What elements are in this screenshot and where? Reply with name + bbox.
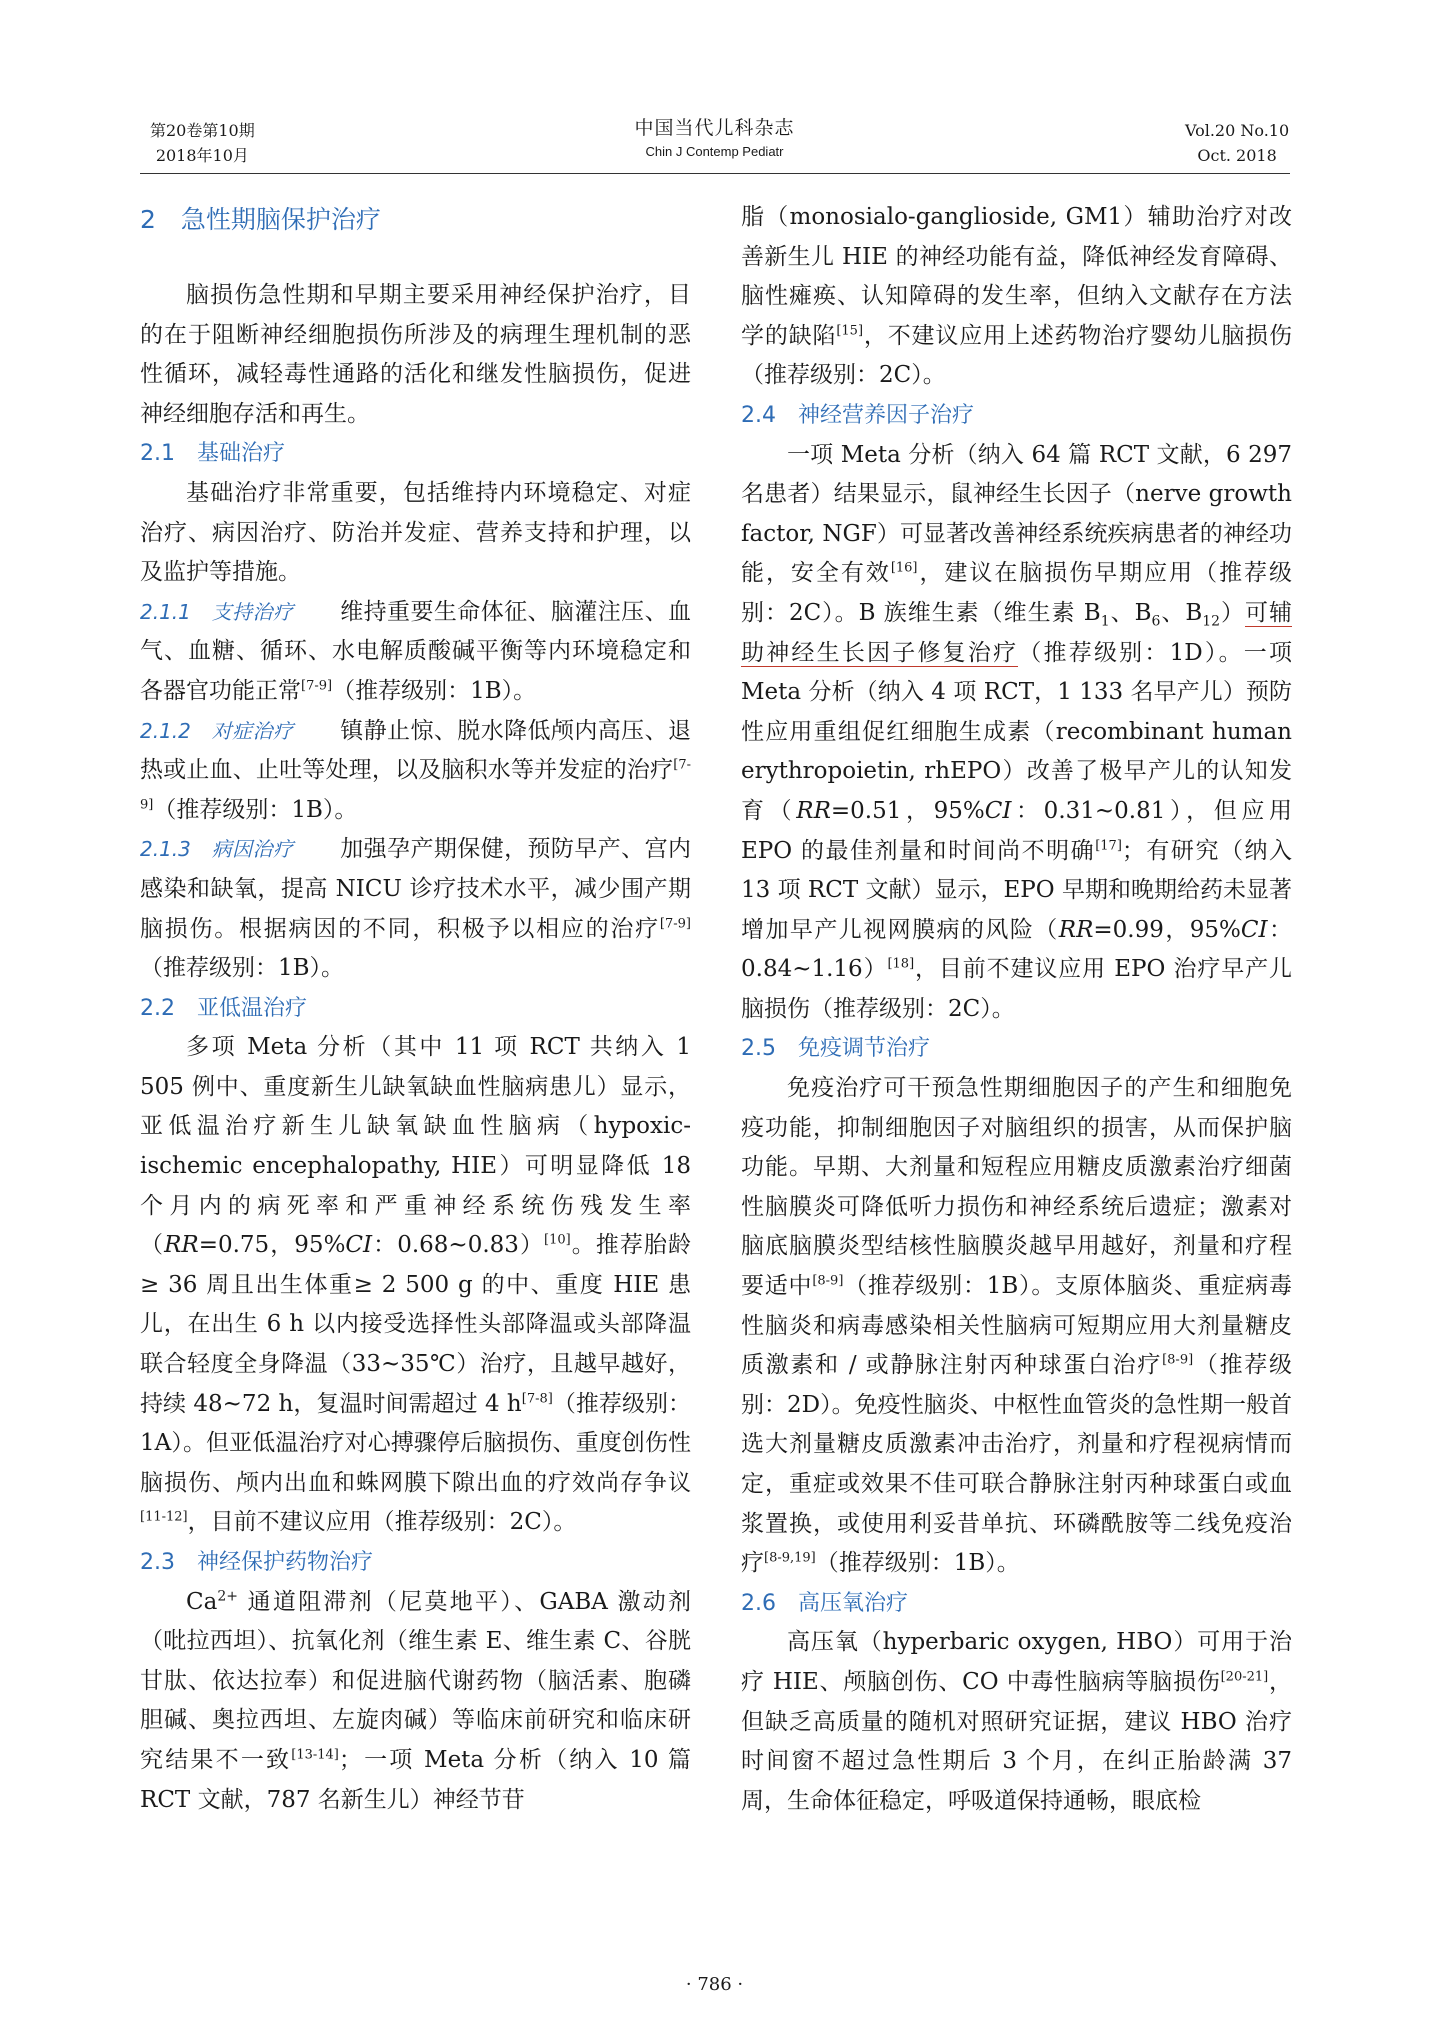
citation[interactable]: [16] <box>890 560 918 576</box>
heading-2-4: 2.4 神经营养因子治疗 <box>741 402 974 428</box>
journal-title-en: Chin J Contemp Pediatr <box>645 144 784 159</box>
header-right <box>1185 118 1289 168</box>
left-column <box>140 198 691 1820</box>
citation[interactable]: [7-8] <box>521 1390 553 1406</box>
citation[interactable]: [17] <box>1095 837 1122 853</box>
heading-2-1-2: 2.1.2 对症治疗 <box>140 718 294 743</box>
heading-2-5: 2.5 免疫调节治疗 <box>741 1036 930 1062</box>
paragraph-2-3-cont: 脂（monosialo-ganglioside, GM1）辅助治疗对改善新生儿 HIE 的神经功能有益，降低神经发育障碍、脑性瘫痪、认知障碍的发生率，但纳入文献存在方法学的缺陷[15]，不建议应用上述药物治疗婴幼儿脑损伤（推荐级别：2C）。 <box>741 204 1293 389</box>
citation[interactable]: [7-9] <box>140 757 691 813</box>
citation[interactable]: [15] <box>836 323 864 339</box>
paragraph-2-1-3: 2.1.3 病因治疗 加强孕产期保健，预防早产、宫内感染和缺氧，提高 NICU 诊疗技术水平，减少围产期脑损伤。根据病因的不同，积极予以相应的治疗[7-9]（推荐级别：1B）。 <box>140 836 691 982</box>
heading-2-2: 2.2 亚低温治疗 <box>140 995 307 1021</box>
heading-2-1-3: 2.1.3 病因治疗 <box>140 837 294 862</box>
paragraph-2-2: 多项 Meta 分析（其中 11 项 RCT 共纳入 1 505 例中、重度新生儿缺氧缺血性脑病患儿）显示，亚低温治疗新生儿缺氧缺血性脑病（hypoxic-ischemic encephalopathy, HIE）可明显降低 18 个月内的病死率和严重神经系统伤残发生率（RR=0.75，95%CI：0.68~0.83）[10]。推荐胎龄≥ 36 周且出生体重≥ 2 500 g 的中、重度 HIE 患儿，在出生 6 h 以内接受选择性头部降温或头部降温联合轻度全身降温（33~35℃）治疗，且越早越好，持续 48~72 h，复温时间需超过 4 h[7-8]（推荐级别：1A）。但亚低温治疗对心搏骤停后脑损伤、重度创伤性脑损伤、颅内出血和蛛网膜下隙出血的疗效尚存争议[11-12]，目前不建议应用（推荐级别：2C）。 <box>140 1034 692 1536</box>
paragraph-2-1-1: 2.1.1 支持治疗 维持重要生命体征、脑灌注压、血气、血糖、循环、水电解质酸碱平衡等内环境稳定和各器官功能正常[7-9]（推荐级别：1B）。 <box>140 598 691 704</box>
intro-paragraph: 脑损伤急性期和早期主要采用神经保护治疗，目的在于阻断神经细胞损伤所涉及的病理生理机制的恶性循环，减轻毒性通路的活化和继发性脑损伤，促进神经细胞存活和再生。 <box>140 282 691 427</box>
right-column <box>741 198 1292 1821</box>
heading-2-1-1: 2.1.1 支持治疗 <box>140 599 294 624</box>
citation[interactable]: [20-21] <box>1220 1669 1269 1685</box>
citation[interactable]: [18] <box>887 956 915 972</box>
paragraph-2-5: 免疫治疗可干预急性期细胞因子的产生和细胞免疫功能，抑制细胞因子对脑组织的损害，从而保护脑功能。早期、大剂量和短程应用糖皮质激素治疗细菌性脑膜炎可降低听力损伤和神经系统后遗症；激素对脑底脑膜炎型结核性脑膜炎越早用越好，剂量和疗程要适中[8-9]（推荐级别：1B）。支原体脑炎、重症病毒性脑炎和病毒感染相关性脑病可短期应用大剂量糖皮质激素和 / 或静脉注射丙种球蛋白治疗[8-9]（推荐级别：2D）。免疫性脑炎、中枢性血管炎的急性期一般首选大剂量糖皮质激素冲击治疗，剂量和疗程视病情而定，重症或效果不佳可联合静脉注射丙种球蛋白或血浆置换，或使用利妥昔单抗、环磷酰胺等二线免疫治疗[8-9,19]（推荐级别：1B）。 <box>741 1075 1292 1577</box>
paragraph-2-3: $Ca^{2+}$ 通道阻滞剂（尼莫地平）、GABA 激动剂（吡拉西坦）、抗氧化剂（维生素 E、维生素 C、谷胱甘肽、依达拉奉）和促进脑代谢药物（脑活素、胞磷胆碱、奥拉西坦、左旋肉碱）等临床前研究和临床研究结果不一致[13-14]；一项 Meta 分析（纳入 10 篇 RCT 文献，787 名新生儿）神经节苷 <box>140 1587 691 1813</box>
citation[interactable]: [8-9] <box>1162 1352 1194 1368</box>
header-center <box>540 114 889 162</box>
heading-2-6: 2.6 高压氧治疗 <box>741 1590 908 1616</box>
volume-number: Vol.20 No.10 <box>1185 121 1290 140</box>
issue-date: 2018年10月 <box>155 146 249 165</box>
journal-title-cn: 中国当代儿科杂志 <box>634 117 795 139</box>
heading-2-1: 2.1 基础治疗 <box>140 441 285 467</box>
issue-volume: 第20卷第10期 <box>150 121 255 140</box>
header-left <box>150 118 255 168</box>
underlined-phrase: 可辅助神经生长因子修复治疗 <box>741 599 1293 666</box>
citation[interactable]: [11-12] <box>140 1509 188 1525</box>
citation[interactable]: [7-9] <box>301 678 333 694</box>
citation[interactable]: [13-14] <box>291 1747 339 1763</box>
citation[interactable]: [10] <box>544 1232 571 1248</box>
citation[interactable]: [8-9,19] <box>764 1550 816 1566</box>
citation[interactable]: [8-9] <box>812 1273 844 1289</box>
paragraph-2-1-2: 2.1.2 对症治疗 镇静止惊、脱水降低颅内高压、退热或止血、止吐等处理，以及脑积水等并发症的治疗[7-9]（推荐级别：1B）。 <box>140 717 691 823</box>
citation[interactable]: [7-9] <box>659 915 691 931</box>
issue-month: Oct. 2018 <box>1197 146 1277 165</box>
paragraph-2-6: 高压氧（hyperbaric oxygen, HBO）可用于治疗 HIE、颅脑创伤、CO 中毒性脑病等脑损伤[20-21]，但缺乏高质量的随机对照研究证据，建议 HBO 治疗时间窗不超过急性期后 3 个月，在纠正胎龄满 37 周，生命体征稳定，呼吸道保持通畅，眼底检 <box>741 1629 1293 1814</box>
header-rule <box>140 173 1290 174</box>
paragraph-2-1: 基础治疗非常重要，包括维持内环境稳定、对症治疗、病因治疗、防治并发症、营养支持和护理，以及监护等措施。 <box>140 479 691 586</box>
section-heading-2: 2 急性期脑保护治疗 <box>140 205 381 234</box>
paragraph-2-4: 一项 Meta 分析（纳入 64 篇 RCT 文献，6 297 名患者）结果显示，鼠神经生长因子（nerve growth factor, NGF）可显著改善神经系统疾病患者的神经功能，安全有效[16]，建议在脑损伤早期应用（推荐级别：2C）。B 族维生素（维生素 $B_1$、$B_6$、$B_{12}$）可辅助神经生长因子修复治疗（推荐级别：1D）。一项 Meta 分析（纳入 4 项 RCT，1 133 名早产儿）预防性应用重组促红细胞生成素（recombinant human erythropoietin, rhEPO）改善了极早产儿的认知发育（RR=0.51，95%CI：0.31~0.81），但应用 EPO 的最佳剂量和时间尚不明确[17]；有研究（纳入 13 项 RCT 文献）显示，EPO 早期和晚期给药未显著增加早产儿视网膜病的风险（RR=0.99，95%CI：0.84~1.16）[18]，目前不建议应用 EPO 治疗早产儿脑损伤（推荐级别：2C）。 <box>741 441 1293 1022</box>
page-number: · 786 · <box>685 1974 744 1995</box>
heading-2-3: 2.3 神经保护药物治疗 <box>140 1550 373 1575</box>
